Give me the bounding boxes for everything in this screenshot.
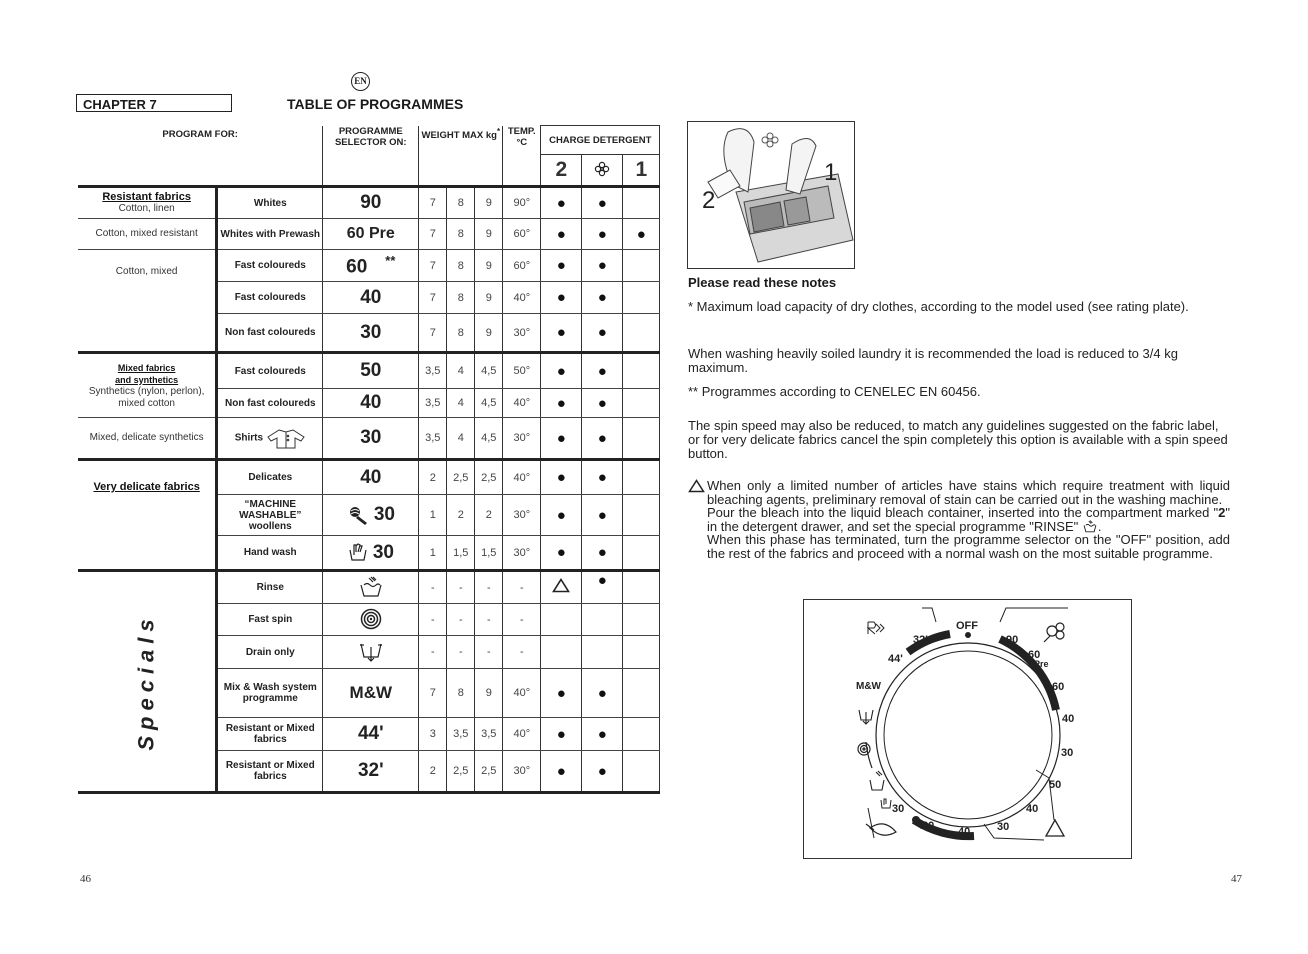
dial-off-label: OFF [956,620,978,632]
table-row [78,187,660,219]
weight-cell: - [475,604,503,636]
dial-label-60: 60 [1052,681,1065,693]
warning-text-b3: . [1097,518,1102,534]
detergent-cell: ● [541,282,582,314]
warning-text-a: When only a limited number of articles have stains which require treatment with liquid bleaching agents, preliminary removal of stain can be carried out in the washing machine. [707,478,1230,507]
program-label: Resistant or Mixed fabrics [217,751,323,793]
spin-icon [360,608,382,630]
weight-cell: 4,5 [475,389,503,418]
weight-cell: 9 [475,250,503,282]
dial-triangle-icon [1046,820,1064,836]
specials-label: Specials [133,612,159,751]
weight-cell: 1 [419,495,447,536]
weight-cell: 4 [447,418,475,460]
note-max-load: * Maximum load capacity of dry clothes, according to the model used (see rating plate). [688,299,1189,314]
dial-label-40-c: 40 [958,826,971,838]
category-cotton-mixed-resistant: Cotton, mixed resistant [78,219,217,250]
program-label: Fast coloureds [217,282,323,314]
weight-cell: - [419,571,447,604]
weight-cell: 8 [447,282,475,314]
weight-cell: 2,5 [447,460,475,495]
program-label: Rinse [217,571,323,604]
weight-cell: 7 [419,219,447,250]
detergent-cell [541,604,582,636]
detergent-cell [623,282,660,314]
warning-text-b2: " in the detergent drawer, and set the special programme "RINSE" [707,505,1230,534]
selector-value: 32' [323,751,419,793]
detergent-cell: ● [582,389,623,418]
selector-value: 30 [323,418,419,460]
detergent-cell: ● [582,187,623,219]
detergent-cell: ● [541,389,582,418]
warning-text-b-bold: 2 [1218,505,1226,521]
weight-cell: - [447,604,475,636]
selector-value-text: 60 [346,256,368,278]
detergent-cell: ● [582,282,623,314]
detergent-cell: ● [541,460,582,495]
program-label: Fast coloureds [217,250,323,282]
dial-label-50: 50 [1049,779,1062,791]
temp-cell: 40° [503,718,541,751]
category-mixed-title-2: and synthetics [115,374,179,385]
weight-cell: 8 [447,187,475,219]
weight-cell: 1 [419,536,447,571]
dial-drawing [804,600,1131,858]
weight-cell: 2 [475,495,503,536]
detergent-cell [623,418,660,460]
detergent-cell [623,187,660,219]
selector-value [323,636,419,669]
selector-value: 90 [323,187,419,219]
weight-cell: 3,5 [419,353,447,389]
selector-value [323,250,419,282]
dial-handwash-icon [881,799,891,808]
page-number-right: 47 [1231,873,1242,885]
warning-text-b [707,506,1230,533]
chapter-label: CHAPTER 7 [76,94,232,112]
weight-cell: 2,5 [475,751,503,793]
detergent-col-1: 1 [623,155,660,187]
temp-cell: 50° [503,353,541,389]
weight-cell: 8 [447,314,475,353]
weight-cell: 2 [419,460,447,495]
dial-delicate-icon [866,824,896,835]
weight-cell: 4,5 [475,353,503,389]
warning-text-b1: Pour the bleach into the liquid bleach container, inserted into the compartment marked " [707,505,1219,521]
program-label: Resistant or Mixed fabrics [217,718,323,751]
temp-cell: 40° [503,389,541,418]
weight-cell: - [419,604,447,636]
selector-value [323,495,419,536]
weight-cell: 3,5 [419,389,447,418]
detergent-cell [623,669,660,718]
flower-icon [582,155,623,187]
dial-rinse-icon [870,771,884,790]
detergent-cell: ● [541,418,582,460]
selector-value: 40 [323,389,419,418]
weight-cell: 7 [419,250,447,282]
selector-value [323,536,419,571]
programme-selector-dial [803,599,1132,859]
weight-cell: 9 [475,314,503,353]
programme-table [78,125,660,794]
temp-cell: 40° [503,282,541,314]
detergent-cell [623,353,660,389]
drawer-drawing [688,122,854,268]
selector-value: 50 [323,353,419,389]
handwash-icon [348,542,368,562]
table-row [78,250,660,282]
program-label: Whites [217,187,323,219]
temp-cell: - [503,636,541,669]
category-resistant-title: Resistant fabrics [102,191,191,203]
temp-cell: - [503,571,541,604]
program-label-text: Shirts [234,432,264,444]
detergent-drawer-illustration [687,121,855,269]
program-label [217,418,323,460]
temp-cell: 30° [503,418,541,460]
detergent-cell [623,636,660,669]
detergent-cell: ● [582,495,623,536]
table-row [78,460,660,495]
weight-cell: 7 [419,314,447,353]
weight-cell: 9 [475,282,503,314]
weight-cell: - [475,636,503,669]
header-temp: TEMP. °C [503,126,541,187]
detergent-cell: ● [582,571,623,604]
category-very-delicate-title: Very delicate fabrics [93,481,200,493]
dial-label-pre: Pre [1034,659,1049,669]
weight-cell: 4,5 [475,418,503,460]
weight-cell: 3,5 [475,718,503,751]
category-resistant [78,187,217,219]
selector-mark: ** [385,252,396,268]
dial-label-60-pre: 60 [1028,649,1041,661]
detergent-cell: ● [541,751,582,793]
dial-cotton-icon [1044,623,1064,642]
weight-cell: - [475,571,503,604]
selector-value [323,604,419,636]
selector-value: 44' [323,718,419,751]
dial-label-40-a: 40 [1062,713,1075,725]
detergent-cell: ● [541,353,582,389]
bleach-warning [688,479,1230,561]
dial-label-30-c: 30 [922,820,935,832]
dial-label-90: 90 [1006,634,1019,646]
weight-cell: 8 [447,219,475,250]
detergent-cell: ● [582,669,623,718]
category-very-delicate [78,460,217,571]
detergent-cell [623,751,660,793]
program-label: Hand wash [217,536,323,571]
weight-cell: 4 [447,353,475,389]
detergent-cell: ● [541,219,582,250]
selector-value: 40 [323,460,419,495]
weight-cell: - [447,571,475,604]
dial-label-30-d: 30 [892,803,905,815]
weight-cell: - [419,636,447,669]
detergent-cell [623,250,660,282]
header-detergent: CHARGE DETERGENT [541,126,660,155]
note-heavily-soiled: When washing heavily soiled laundry it is recommended the load is reduced to 3/4 kg maximum. [688,346,1178,375]
header-selector: PROGRAMME SELECTOR ON: [323,126,419,187]
selector-value [323,571,419,604]
program-label: Delicates [217,460,323,495]
weight-cell: 2 [419,751,447,793]
header-weight-text: WEIGHT MAX kg [421,129,497,141]
program-label: Whites with Prewash [217,219,323,250]
detergent-cell [623,495,660,536]
detergent-cell: ● [541,250,582,282]
detergent-cell [623,460,660,495]
dial-label-40-b: 40 [1026,803,1039,815]
temp-cell: 30° [503,495,541,536]
detergent-cell [541,571,582,604]
detergent-cell: ● [582,536,623,571]
weight-cell: 1,5 [447,536,475,571]
detergent-cell [582,604,623,636]
weight-cell: 2,5 [447,751,475,793]
detergent-cell: ● [582,460,623,495]
dial-label-mw: M&W [856,681,881,692]
table-header-row [78,126,660,155]
detergent-cell: ● [541,314,582,353]
dial-label-30-b: 30 [997,821,1010,833]
header-weight-mark: * [496,126,501,136]
rinse-icon [1082,520,1098,533]
temp-cell: 30° [503,536,541,571]
detergent-cell: ● [541,536,582,571]
table-row [78,353,660,389]
program-label: Non fast coloureds [217,389,323,418]
weight-cell: 9 [475,669,503,718]
temp-cell: 30° [503,751,541,793]
weight-cell: 4 [447,389,475,418]
detergent-cell: ● [582,353,623,389]
program-label: Drain only [217,636,323,669]
weight-cell: 7 [419,669,447,718]
detergent-cell [623,604,660,636]
dial-spin-speed-icon [868,622,884,634]
program-label: Fast coloureds [217,353,323,389]
category-mixed-sub: Synthetics (nylon, perlon), mixed cotton [88,385,205,409]
table-row [78,571,660,604]
category-resistant-sub: Cotton, linen [118,203,175,214]
header-program-for: PROGRAM FOR: [78,126,323,187]
language-badge: EN [351,72,370,91]
detergent-cell [582,636,623,669]
category-specials [78,571,217,793]
detergent-cell: ● [582,219,623,250]
illustration-label-1: 1 [824,159,838,186]
temp-cell: 90° [503,187,541,219]
temp-cell: - [503,604,541,636]
weight-cell: 3 [419,718,447,751]
weight-cell: 9 [475,187,503,219]
selector-value-text: 30 [373,504,395,525]
weight-cell: - [447,636,475,669]
program-label: Non fast coloureds [217,314,323,353]
selector-value: 40 [323,282,419,314]
notes-heading: Please read these notes [688,275,837,290]
detergent-cell: ● [582,718,623,751]
temp-cell: 40° [503,460,541,495]
program-label: “MACHINE WASHABLE” woollens [217,495,323,536]
detergent-cell: ● [582,250,623,282]
selector-value: M&W [323,669,419,718]
detergent-cell [623,314,660,353]
dial-spin-icon [858,743,870,755]
page-number-left: 46 [80,873,91,885]
detergent-col-2: 2 [541,155,582,187]
temp-cell: 30° [503,314,541,353]
category-mixed-title-1: Mixed fabrics [117,362,176,373]
detergent-cell: ● [582,751,623,793]
warning-text-c: When this phase has terminated, turn the programme selector on the "OFF" position, add the rest of the fabrics and proceed with a normal wash on the most suitable programme. [707,532,1230,561]
drain-icon [359,641,383,663]
wool-icon [347,505,369,525]
detergent-cell [623,571,660,604]
dial-label-32: 32' [913,634,928,646]
weight-cell: 3,5 [419,418,447,460]
detergent-cell: ● [541,187,582,219]
detergent-cell [541,636,582,669]
table-row [78,219,660,250]
detergent-cell: ● [582,418,623,460]
weight-cell: 2,5 [475,460,503,495]
dial-drain-icon [859,710,873,724]
detergent-cell [623,536,660,571]
page-title: TABLE OF PROGRAMMES [287,96,464,112]
detergent-cell [623,389,660,418]
program-label: Fast spin [217,604,323,636]
category-cotton-mixed: Cotton, mixed [78,250,217,353]
rinse-icon [359,576,383,598]
weight-cell: 3,5 [447,718,475,751]
selector-value: 60 Pre [323,219,419,250]
note-cenelec: ** Programmes according to CENELEC EN 60456. [688,384,981,399]
warning-triangle-icon [688,479,705,493]
weight-cell: 7 [419,187,447,219]
detergent-cell [623,718,660,751]
detergent-cell: ● [623,219,660,250]
header-weight [419,126,503,187]
weight-cell: 8 [447,669,475,718]
table-row [78,418,660,460]
weight-cell: 1,5 [475,536,503,571]
selector-value-text: 30 [372,541,394,563]
program-label: Mix & Wash system programme [217,669,323,718]
category-mixed-synthetics [78,353,217,418]
temp-cell: 40° [503,669,541,718]
temp-cell: 60° [503,250,541,282]
weight-cell: 9 [475,219,503,250]
dial-label-30-a: 30 [1061,747,1074,759]
dial-label-44: 44' [888,653,903,665]
selector-value: 30 [323,314,419,353]
category-mixed-delicate: Mixed, delicate synthetics [78,418,217,460]
weight-cell: 7 [419,282,447,314]
temp-cell: 60° [503,219,541,250]
detergent-cell: ● [541,718,582,751]
weight-cell: 2 [447,495,475,536]
illustration-label-2: 2 [702,187,716,214]
shirt-icon [266,427,306,449]
note-spin-speed: The spin speed may also be reduced, to match any guidelines suggested on the fabric label, or for very delicate fabrics cancel the spin completely this option is available with a spin speed button. [688,418,1228,461]
detergent-cell: ● [541,669,582,718]
triangle-icon [552,578,570,593]
detergent-cell: ● [541,495,582,536]
detergent-cell: ● [582,314,623,353]
weight-cell: 8 [447,250,475,282]
